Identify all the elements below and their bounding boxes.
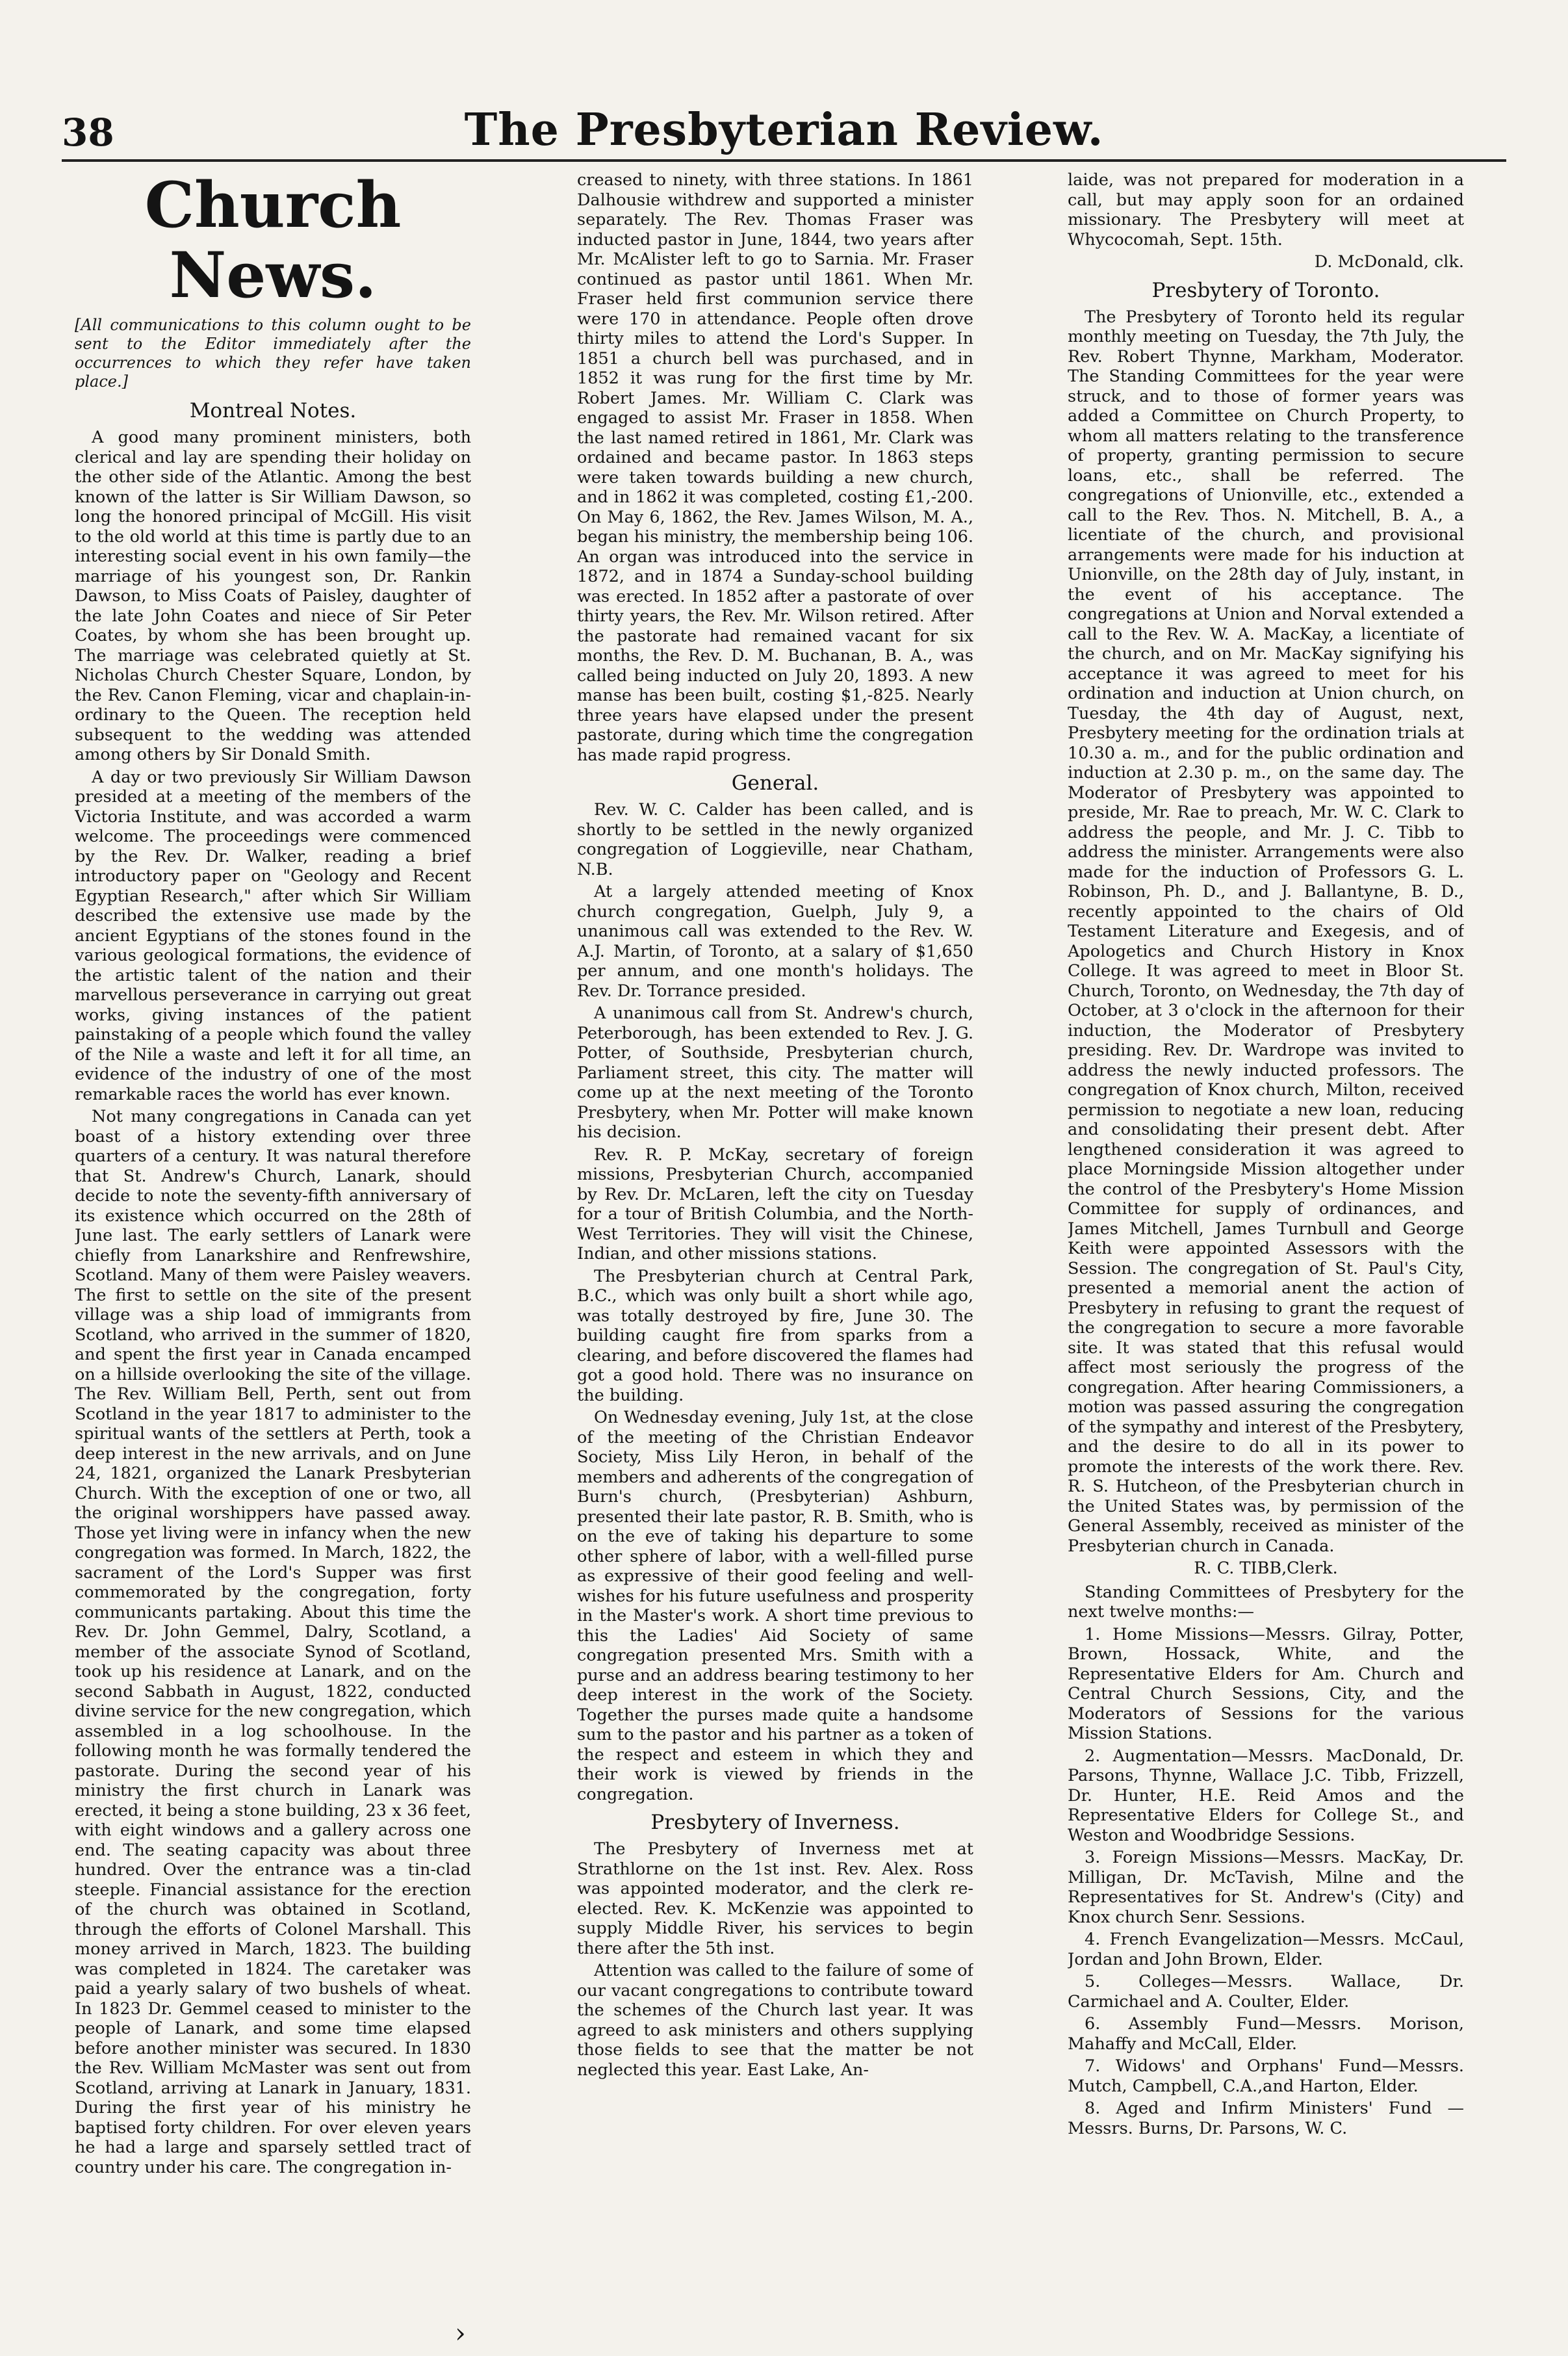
article-paragraph: laide, was not prepared for moderation in a call, but may apply soon for an ordained missionary. The Presbytery will meet at Whycocomah, Sept. 15th. [1068, 170, 1464, 250]
section-title: Church News. [144, 170, 402, 312]
page-number: 38 [62, 110, 114, 155]
toronto-heading: Presbytery of Toronto. [1151, 278, 1380, 302]
article-paragraph: A unanimous call from St. Andrew's church, Peterborough, has been extended to Rev. J. G. Potter, of Southside, Presbyterian church, Parliament street, this city. The matter will come up at the next meeting of the Toronto Presbytery, when Mr. Potter will make known his decision. [577, 1003, 973, 1142]
committee-item: 1. Home Missions—Messrs. Gilray, Potter, Brown, Hossack, White, and the Representative Elders for Am. Church and Central Church Sessions, City, and the Moderators of Sessions for the various Mission Stations. [1068, 1624, 1464, 1743]
article-paragraph: A good many prominent ministers, both clerical and lay are spending their holiday on the other side of the Atlantic. Among the best known of the latter is Sir William Dawson, so long the honored principal of McGill. His visit to the old world at this time is partly due to an interesting social event in his own family—the marriage of his youngest son, Dr. Rankin Dawson, to Miss Coats of Paisley, daughter of the late John Coates and niece of Sir Peter Coates, by whom she has been brought up. The marriage was celebrated quietly at St. Nicholas Church Chester Square, London, by the Rev. Canon Fleming, vicar and chaplain-in-ordinary to the Queen. The reception held subsequent to the wedding was attended among others by Sir Donald Smith. [75, 428, 471, 764]
article-paragraph: creased to ninety, with three stations. In 1861 Dalhousie withdrew and supported a minister separately. The Rev. Thomas Fraser was inducted pastor in June, 1844, two years after Mr. McAlister left to go to Sarnia. Mr. Fraser continued as pastor until 1861. When Mr. Fraser held first communion service there were 170 in attendance. People often drove thirty miles to attend the Lord's Supper. In 1851 a church bell was purchased, and in 1852 it was rung for the first time by Mr. Robert James. Mr. William C. Clark was engaged to assist Mr. Fraser in 1858. When the last named retired in 1861, Mr. Clark was ordained and became pastor. In 1863 steps were taken towards building a new church, and in 1862 it was completed, costing £1,-200. On May 6, 1862, the Rev. James Wilson, M. A., began his ministry, the membership being 106. An organ was introduced into the service in 1872, and in 1874 a Sunday-school building was erected. In 1852 after a pastorate of over thirty years, the Rev. Mr. Wilson retired. After the pastorate had remained vacant for six months, the Rev. D. M. Buchanan, B. A., was called being inducted on July 20, 1893. A new manse has been built, costing $1,-825. Nearly three years have elapsed under the present pastorate, during which time the congregation has made rapid progress. [577, 170, 973, 765]
clerk-signature: D. McDonald, clk. [1314, 252, 1464, 272]
committee-item: 6. Assembly Fund—Messrs. Morison, Mahaffy and McCall, Elder. [1068, 2014, 1464, 2054]
article-paragraph: Attention was called to the failure of some of our vacant congregations to contribute toward the schemes of the Church last year. It was agreed to ask ministers and others supplying those fields to see that the matter be not neglected this year. East Lake, An- [577, 1961, 973, 2080]
article-paragraph: A day or two previously Sir William Dawson presided at a meeting of the members of the Victoria Institute, and was accorded a warm welcome. The proceedings were commenced by the Rev. Dr. Walker, reading a brief introductory paper on "Geology and Recent Egyptian Research," after which Sir William described the extensive use made by the ancient Egyptians of the stones found in the various geological formations, the evidence of the artistic talent of the nation and their marvellous perseverance in carrying out great works, giving instances of the patient painstaking of a people which found the valley of the Nile a waste and left it for all time, an evidence of the industry of one of the most remarkable races the world has ever known. [75, 767, 471, 1104]
header-rule [62, 159, 1506, 162]
committee-item: 3. Foreign Missions—Messrs. MacKay, Dr. Milligan, Dr. McTavish, Milne and the Representatives for St. Andrew's (City) and Knox church Senr. Sessions. [1068, 1848, 1464, 1927]
column-3 [1068, 170, 1464, 2315]
committee-item: 2. Augmentation—Messrs. MacDonald, Dr. Parsons, Thynne, Wallace J.C. Tibb, Frizzell, Dr. Hunter, H.E. Reid Amos and the Representative Elders for College St., and Weston and Woodbridge Sessions. [1068, 1746, 1464, 1845]
committee-item: 7. Widows' and Orphans' Fund—Messrs. Mutch, Campbell, C.A.,and Harton, Elder. [1068, 2056, 1464, 2096]
article-paragraph: The Presbytery of Inverness met at Strathlorne on the 1st inst. Rev. Alex. Ross was appointed moderator, and the clerk re-elected. Rev. K. McKenzie was appointed to supply Middle River, his services to begin there after the 5th inst. [577, 1839, 973, 1958]
inverness-heading: Presbytery of Inverness. [650, 1811, 900, 1834]
article-paragraph: Rev. R. P. McKay, secretary of foreign missions, Presbyterian Church, accompanied by Rev. Dr. McLaren, left the city on Tuesday for a tour of British Columbia, and the North-West Territories. They will visit the Chinese, Indian, and other missions stations. [577, 1145, 973, 1263]
column-1 [75, 170, 471, 2315]
article-paragraph: At a largely attended meeting of Knox church congregation, Guelph, July 9, a unanimous call was extended to the Rev. W. A.J. Martin, of Toronto, at a salary of $1,650 per annum, and one month's holidays. The Rev. Dr. Torrance presided. [577, 882, 973, 1001]
committees-intro: Standing Committees of Presbytery for the next twelve months:— [1068, 1582, 1464, 1622]
editorial-note: [All communications to this column ought to be sent to the Editor immediately after the occurrences to which they refer have taken place.] [75, 316, 471, 391]
article-paragraph: Not many congregations in Canada can yet boast of a history extending over three quarters of a century. It was natural therefore that St. Andrew's Church, Lanark, should decide to note the seventy-fifth anniversary of its existence which occurred on the 28th of June last. The early settlers of Lanark were chiefly from Lanarkshire and Renfrewshire, Scotland. Many of them were Paisley weavers. The first to settle on the site of the present village was a ship load of immigrants from Scotland, who arrived in the summer of 1820, and spent the first year in Canada encamped on a hillside overlooking the site of the village. The Rev. William Bell, Perth, sent out from Scotland in the year 1817 to administer to the spiritual wants of the settlers at Perth, took a deep interest in the new arrivals, and on June 24, 1821, organized the Lanark Presbyterian Church. With the exception of one or two, all the original worshippers have passed away. Those yet living were in infancy when the new congregation was formed. In March, 1822, the sacrament of the Lord's Supper was first commemorated by the congregation, forty communicants partaking. About this time the Rev. Dr. John Gemmel, Dalry, Scotland, a member of the associate Synod of Scotland, took up his residence at Lanark, and on the second Sabbath in August, 1822, conducted divine service for the new congregation, which assembled in a log schoolhouse. In the following month he was formally tendered the pastorate. During the second year of his ministry the first church in Lanark was erected, it being a stone building, 23 x 36 feet, with eight windows and a gallery across one end. The seating capacity was about three hundred. Over the entrance was a tin-clad steeple. Financial assistance for the erection of the church was obtained in Scotland, through the efforts of Colonel Marshall. This money arrived in March, 1823. The building was completed in 1824. The caretaker was paid a yearly salary of two bushels of wheat. In 1823 Dr. Gemmel ceased to minister to the people of Lanark, and some time elapsed before another minister was secured. In 1830 the Rev. William McMaster was sent out from Scotland, arriving at Lanark in January, 1831. During the first year of his ministry he baptised forty children. For over eleven years he had a large and sparsely settled tract of country under his care. The congregation in- [75, 1107, 471, 2177]
running-title: The Presbyterian Review. [464, 104, 1104, 156]
committee-item: 4. French Evangelization—Messrs. McCaul, Jordan and John Brown, Elder. [1068, 1930, 1464, 1969]
clerk-signature: R. C. TIBB,Clerk. [1194, 1559, 1338, 1578]
article-paragraph: The Presbytery of Toronto held its regular monthly meeting on Tuesday, the 7th July, the Rev. Robert Thynne, Markham, Moderator. The Standing Committees for the year were struck, and to those of former years was added a Committee on Church Property, to whom all matters relating to the transference of property, granting permission to secure loans, etc., shall be referred. The congregations of Unionville, etc., extended a call to the Rev. Thos. N. Mitchell, B. A., a licentiate of the church, and provisional arrangements were made for his induction at Unionville, on the 28th day of July, instant, in the event of his acceptance. The congregations at Union and Norval extended a call to the Rev. W. A. MacKay, a licentiate of the church, and on Mr. MacKay signifying his acceptance it was agreed to meet for his ordination and induction at Union church, on Tuesday, the 4th day of August, next, Presbytery meeting for the ordination trials at 10.30 a. m., and for the public ordination and induction at 2.30 p. m., on the same day. The Moderator of Presbytery was appointed to preside, Mr. Rae to preach, Mr. W. C. Clark to address the people, and Mr. J. C. Tibb to address the minister. Arrangements were also made for the induction of Professors G. L. Robinson, Ph. D., and J. Ballantyne, B. D., recently appointed to the chairs of Old Testament Literature and Exegesis, and of Apologetics and Church History in Knox College. It was agreed to meet in Bloor St. Church, Toronto, on Wednesday, the 7th day of October, at 3 o'clock in the afternoon for their induction, the Moderator of Presbytery presiding. Rev. Dr. Wardrope was invited to address the newly inducted professors. The congregation of Knox church, Milton, received permission to negotiate a new loan, reducing and consolidating their present debt. After lengthened consideration it was agreed to place Morningside Mission altogether under the control of the Presbytery's Home Mission Committee for supply of ordinances, and James Mitchell, James Turnbull and George Keith were appointed Assessors with the Session. The congregation of St. Paul's City, presented a memorial anent the action of Presbytery in refusing to grant the request of the congregation to secure a more favorable site. It was stated that this refusal would affect most seriously the progress of the congregation. After hearing Commissioners, a motion was passed assuring the congregation of the sympathy and interest of the Presbytery, and the desire to do all in its power to promote the interests of the work there. Rev. R. S. Hutcheon, of the Presbyterian church in the United States was, by permission of the General Assembly, received as minister of the Presbyterian church in Canada. [1068, 307, 1464, 1556]
article-paragraph: The Presbyterian church at Central Park, B.C., which was only built a short while ago, was totally destroyed by fire, June 30. The building caught fire from sparks from a clearing, and before discovered the flames had got a good hold. There was no insurance on the building. [577, 1266, 973, 1405]
committee-item: 8. Aged and Infirm Ministers' Fund —Messrs. Burns, Dr. Parsons, W. C. [1068, 2099, 1464, 2138]
montreal-notes-heading: Montreal Notes. [189, 399, 357, 422]
article-paragraph: Rev. W. C. Calder has been called, and is shortly to be settled in the newly organized congregation of Loggieville, near Chatham, N.B. [577, 800, 973, 879]
article-paragraph: On Wednesday evening, July 1st, at the close of the meeting of the Christian Endeavor Society, Miss Lily Heron, in behalf of the members and adherents of the congregation of Burn's church, (Presbyterian) Ashburn, presented their late pastor, R. B. Smith, who is on the eve of taking his departure to some other sphere of labor, with a well-filled purse as expressive of their good feeling and well-wishes for his future usefulness and prosperity in the Master's work. A short time previous to this the Ladies' Aid Society of same congregation presented Mrs. Smith with a purse and an address bearing testimony to her deep interest in the work of the Society. Together the purses made quite a handsome sum to the pastor and his partner as a token of the respect and esteem in which they and their work is viewed by friends in the congregation. [577, 1408, 973, 1804]
general-heading: General. [731, 771, 819, 795]
column-2 [577, 170, 973, 2315]
committee-item: 5. Colleges—Messrs. Wallace, Dr. Carmichael and A. Coulter, Elder. [1068, 1972, 1464, 2012]
footer-mark: › [455, 2317, 466, 2349]
